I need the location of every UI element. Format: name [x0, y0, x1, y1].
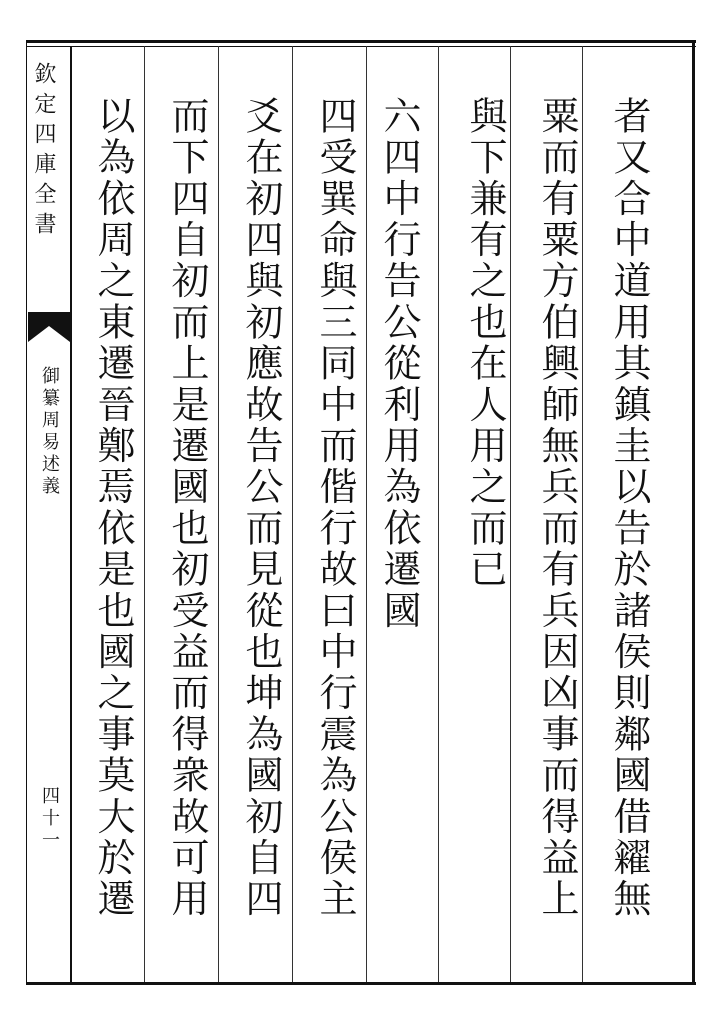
text-column-7: 而下四自初而上是遷國也初受益而得衆故可用	[165, 96, 209, 920]
text-column-4-heading: 六四中行告公從利用為依遷國	[377, 96, 421, 632]
section-title: 御纂周易述義	[39, 366, 60, 498]
text-column-1: 者又合中道用其鎮圭以告於諸侯則鄰國借糴無	[607, 96, 651, 920]
column-rule	[438, 46, 439, 982]
column-rule	[366, 46, 367, 982]
book-title: 欽定四庫全書	[31, 62, 56, 242]
right-border	[692, 40, 695, 985]
column-rule	[144, 46, 145, 982]
text-column-3: 與下兼有之也在人用之而已	[463, 96, 507, 591]
margin-divider	[70, 46, 72, 982]
fishtail-mark-icon	[28, 312, 70, 342]
top-border	[26, 40, 696, 43]
left-border	[26, 40, 27, 985]
bottom-border	[26, 982, 696, 985]
column-rule	[218, 46, 219, 982]
text-column-6: 爻在初四與初應故告公而見從也坤為國初自四	[239, 96, 283, 920]
column-rule	[510, 46, 511, 982]
text-column-8: 以為依周之東遷晉鄭焉依是也國之事莫大於遷	[91, 96, 135, 920]
page-number: 四十一	[39, 786, 60, 852]
column-rule	[292, 46, 293, 982]
column-rule	[582, 46, 583, 982]
text-column-5: 四受巽命與三同中而偕行故曰中行震為公侯主	[313, 96, 357, 920]
text-column-2: 粟而有粟方伯興師無兵而有兵因凶事而得益上	[535, 96, 579, 920]
top-inner-border	[26, 46, 696, 47]
